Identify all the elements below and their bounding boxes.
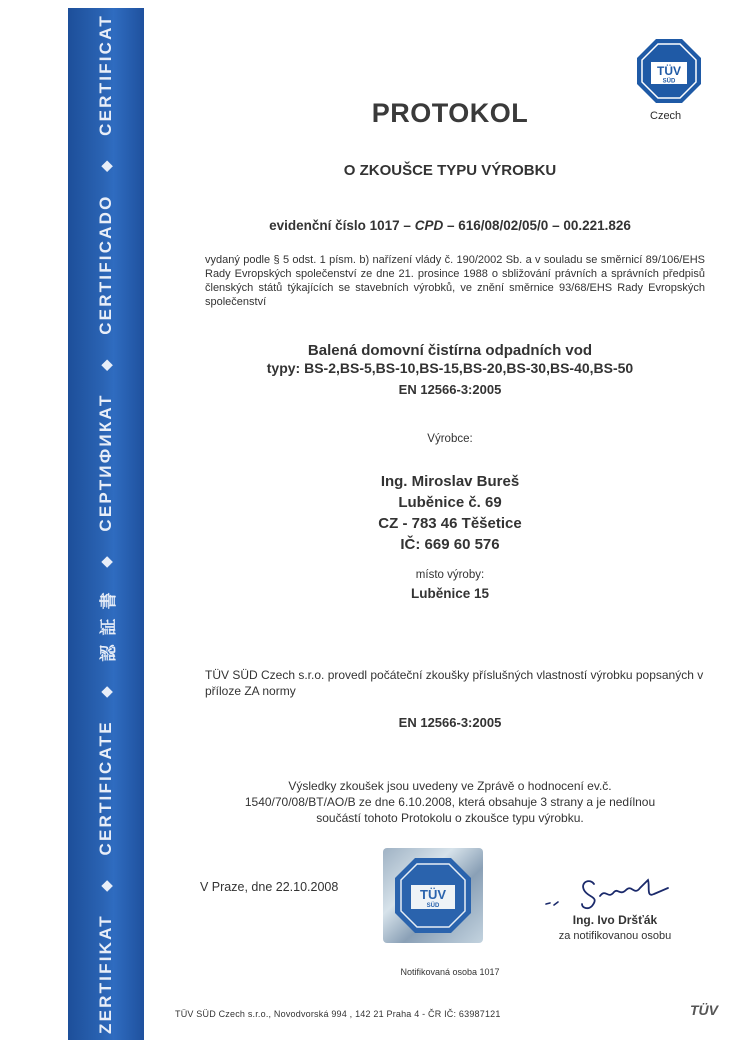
signer-role: za notifikovanou osobu (558, 930, 672, 942)
footer-address: TÜV SÜD Czech s.r.o., Novodvorská 994 , 142 21 Praha 4 - ČR IČ: 63987121 (175, 1009, 501, 1019)
reg-prefix: evidenční číslo 1017 – (269, 218, 415, 233)
logo-caption: Czech (650, 110, 682, 122)
band-item-certificate: CERTIFICATE (96, 720, 115, 856)
band-separator: ◆ (98, 554, 115, 568)
results-line-3: součástí tohoto Protokolu o zkoušce typu výrobku. (316, 811, 584, 825)
product-types: typy: BS-2,BS-5,BS-10,BS-15,BS-20,BS-30,BS-40,BS-50 (266, 360, 634, 376)
hologram-seal (383, 848, 483, 943)
reg-suffix: – 616/08/02/05/0 – 00.221.826 (443, 218, 631, 233)
registration-number (150, 218, 743, 233)
product-name: Balená domovní čistírna odpadních vod (307, 342, 593, 359)
legal-basis-text: vydaný podle § 5 odst. 1 písm. b) nařízení vlády č. 190/2002 Sb. a v souladu se směrnicí 89/106/EHS Rady Evropských společenství ze dne 21. prosince 1988 o sbližování právních a správních předpisů členských států týkajících se stavebních výrobků, ve znění směrnice 93/68/EHS Rady Evropských společenství (205, 254, 705, 308)
manufacturer-label: Výrobce: (427, 433, 473, 445)
statement-norm: EN 12566-3:2005 (398, 715, 502, 730)
manufacturer-street: Luběnice č. 69 (398, 494, 502, 511)
svg-text:TÜV: TÜV (420, 887, 446, 902)
band-separator: ◆ (98, 357, 115, 371)
svg-text:TÜV: TÜV (657, 64, 681, 78)
manufacturer-city: CZ - 783 46 Těšetice (378, 515, 522, 532)
manufacturer-id: IČ: 669 60 576 (400, 536, 500, 553)
signer-name: Ing. Ivo Dršťák (572, 913, 658, 927)
product-norm: EN 12566-3:2005 (398, 382, 502, 397)
band-separator: ◆ (98, 877, 115, 892)
tuv-octagon-logo (636, 38, 702, 104)
production-place-label: místo výroby: (415, 569, 485, 581)
band-item-certificado: CERTIFICADO (96, 194, 115, 335)
results-line-1: Výsledky zkoušek jsou uvedeny ve Zprávě o hodnocení ev.č. (288, 779, 612, 793)
band-item-sertifikat: СЕРТИФИКАТ (96, 393, 115, 532)
band-item-certificat: CERTIFICAT (96, 14, 115, 136)
svg-text:SÜD: SÜD (662, 78, 676, 85)
handwritten-signature (542, 874, 677, 912)
statement-paragraph: TÜV SÜD Czech s.r.o. provedl počáteční zkoušky příslušných vlastností výrobku popsaných v příloze ZA normy (205, 668, 704, 698)
footer-logo: TÜV (690, 1002, 718, 1018)
results-line-2: 1540/70/08/BT/AO/B ze dne 6.10.2008, která obsahuje 3 strany a je nedílnou (244, 795, 656, 809)
notified-body: Notifikovaná osoba 1017 (400, 967, 500, 977)
svg-text:SÜD: SÜD (426, 903, 440, 909)
production-place-value: Luběnice 15 (410, 586, 490, 601)
manufacturer-name: Ing. Miroslav Bureš (380, 473, 520, 490)
document-title: PROTOKOL (371, 98, 529, 128)
results-paragraph (150, 778, 743, 826)
certificate-side-band (68, 8, 144, 1040)
reg-italic: CPD (414, 218, 444, 233)
place-and-date: V Praze, dne 22.10.2008 (200, 880, 339, 894)
band-separator: ◆ (98, 684, 115, 698)
document-subtitle: O ZKOUŠCE TYPU VÝROBKU (343, 162, 557, 179)
band-item-japanese: 認 証 書 (98, 590, 118, 662)
side-band-text (86, 14, 126, 1034)
band-separator: ◆ (98, 158, 115, 173)
band-item-zertifikat: ZERTIFIKAT (96, 914, 115, 1034)
